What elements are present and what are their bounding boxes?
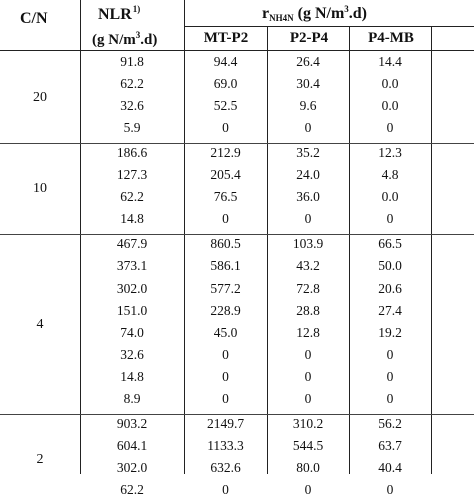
- rate-cell: 0: [304, 346, 312, 362]
- nlr-cell: 5.9: [123, 120, 141, 136]
- rate-cell: 28.8: [296, 302, 320, 318]
- rate-cell: 632.6: [210, 459, 241, 475]
- header-nlr-text: NLR: [98, 6, 132, 23]
- rate-cell: 586.1: [210, 258, 241, 274]
- rate-cell: 212.9: [210, 145, 241, 161]
- rate-cell: 30.4: [296, 76, 320, 92]
- rate-cell: 228.9: [210, 302, 241, 318]
- rate-cell: 27.4: [378, 302, 402, 318]
- rate-cell: 0: [386, 211, 394, 227]
- rate-cell: 40.4: [378, 459, 402, 475]
- cn-group-label: 20: [33, 90, 47, 106]
- cn-group-label: 2: [36, 451, 44, 467]
- nlr-cell: 903.2: [116, 415, 148, 431]
- rate-cell: 0: [304, 368, 312, 384]
- nlr-unit-pre: (g N/m: [92, 32, 136, 48]
- rate-cell: 2149.7: [206, 415, 245, 431]
- rate-cell: 860.5: [210, 236, 241, 252]
- rate-cell: 0: [304, 481, 312, 497]
- nlr-cell: 14.8: [120, 368, 144, 384]
- rate-cell: 205.4: [210, 167, 241, 183]
- nlr-cell: 62.2: [120, 481, 144, 497]
- rate-cell: 0: [222, 390, 229, 406]
- header-r-sub: NH4N: [269, 13, 294, 23]
- nlr-cell: 62.2: [120, 76, 144, 92]
- rate-cell: 0.0: [381, 76, 399, 92]
- rate-cell: 1133.3: [207, 437, 244, 453]
- rate-cell: 0: [386, 120, 394, 136]
- header-nlr-unit: [92, 30, 157, 49]
- rate-cell: 0.0: [381, 98, 399, 114]
- rate-cell: 0: [222, 120, 229, 136]
- header-col-mt-p2: MT-P2: [203, 30, 249, 46]
- nlr-cell: 373.1: [116, 258, 148, 274]
- rate-cell: 94.4: [213, 54, 238, 69]
- rate-cell: 544.5: [292, 437, 324, 453]
- nlr-cell: 467.9: [116, 236, 148, 252]
- nlr-unit-post: .d): [140, 32, 158, 48]
- rate-cell: 0: [386, 346, 394, 362]
- rate-cell: 0.0: [381, 189, 399, 205]
- rate-cell: 56.2: [378, 415, 402, 431]
- nlr-cell: 127.3: [116, 167, 148, 183]
- header-nlr: [98, 4, 140, 24]
- rate-cell: 36.0: [296, 189, 320, 205]
- header-col-p4-mb: P4-MB: [368, 30, 414, 46]
- cn-group-label: 10: [33, 181, 47, 197]
- rate-cell: 9.6: [299, 98, 317, 114]
- rate-cell: 52.5: [213, 98, 238, 114]
- rate-cell: 310.2: [292, 415, 324, 431]
- rate-cell: 63.7: [378, 437, 402, 453]
- rate-cell: 0: [222, 368, 229, 384]
- nlr-cell: 62.2: [120, 189, 144, 205]
- header-col-p2-p4: P2-P4: [289, 30, 329, 46]
- rate-cell: 4.8: [381, 167, 399, 183]
- rate-cell: 103.9: [292, 236, 324, 252]
- nlr-unit-sup: 3: [135, 30, 141, 40]
- rate-cell: 0: [386, 368, 394, 384]
- rate-cell: 24.0: [296, 167, 320, 183]
- nlr-cell: 302.0: [116, 459, 148, 475]
- rate-cell: 35.2: [296, 145, 320, 161]
- rate-cell: 50.0: [378, 258, 402, 274]
- rate-cell: 0: [222, 481, 229, 497]
- header-nlr-footnote: 1): [132, 4, 141, 14]
- header-cn: C/N: [20, 10, 48, 27]
- header-r: [262, 4, 367, 23]
- rate-cell: 43.2: [296, 258, 320, 274]
- rate-cell: 0: [304, 120, 312, 136]
- header-r-main: r: [262, 5, 270, 22]
- rate-cell: 0: [386, 481, 394, 497]
- rate-cell: 577.2: [210, 280, 241, 296]
- rate-cell: 20.6: [378, 280, 402, 296]
- nlr-cell: 74.0: [120, 324, 144, 340]
- rate-cell: 80.0: [296, 459, 320, 475]
- rate-cell: 76.5: [213, 189, 238, 205]
- nlr-cell: 91.8: [120, 54, 144, 69]
- rate-cell: 12.8: [296, 324, 320, 340]
- header-bottom-rule: [0, 50, 474, 51]
- rate-cell: 19.2: [378, 324, 402, 340]
- divider-p4: [431, 27, 432, 474]
- nlr-cell: 32.6: [120, 346, 144, 362]
- rate-cell: 12.3: [378, 145, 402, 161]
- r-unit-pre: (g N/m: [293, 5, 345, 22]
- r-unit-post: .d): [348, 5, 367, 22]
- rate-cell: 0: [304, 390, 312, 406]
- rate-cell: 0: [222, 211, 229, 227]
- nlr-cell: 32.6: [120, 98, 144, 114]
- rate-cell: 26.4: [296, 54, 320, 69]
- cn-group-label: 4: [36, 316, 44, 332]
- rate-cell: 72.8: [296, 280, 320, 296]
- nlr-cell: 151.0: [116, 302, 148, 318]
- nlr-cell: 302.0: [116, 280, 148, 296]
- nlr-cell: 14.8: [120, 211, 144, 227]
- nlr-cell: 8.9: [123, 390, 141, 406]
- rate-cell: 14.4: [378, 54, 402, 69]
- rate-cell: 0: [304, 211, 312, 227]
- rate-cell: 66.5: [378, 236, 402, 252]
- rate-cell: 0: [386, 390, 394, 406]
- rate-cell: 69.0: [213, 76, 238, 92]
- rate-cell: 0: [222, 346, 229, 362]
- nlr-cell: 604.1: [116, 437, 148, 453]
- nlr-cell: 186.6: [116, 145, 148, 161]
- rate-cell: 45.0: [213, 324, 238, 340]
- r-unit-sup: 3: [344, 4, 349, 14]
